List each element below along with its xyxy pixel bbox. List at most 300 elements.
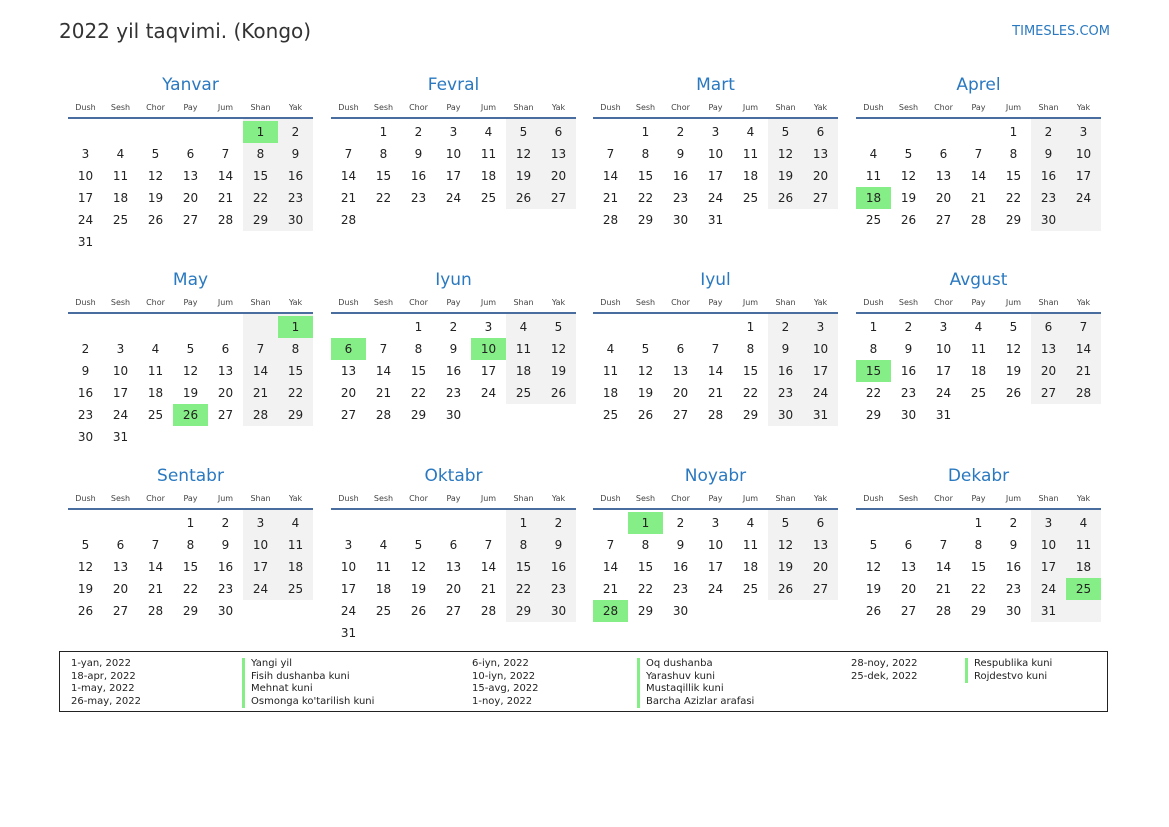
day-cell: 19 — [777, 560, 794, 574]
month-name: Oktabr — [424, 466, 483, 486]
day-cell: 28 — [252, 408, 269, 422]
day-cell: 7 — [606, 147, 615, 161]
weekday-label: Pay — [708, 103, 723, 112]
day-cell: 19 — [515, 169, 532, 183]
day-cell: 23 — [672, 191, 689, 205]
day-cell: 12 — [777, 147, 794, 161]
day-cell: 5 — [519, 125, 528, 139]
day-cell: 5 — [869, 538, 878, 552]
day-cell: 23 — [550, 582, 567, 596]
day-cell: 14 — [340, 169, 357, 183]
day-cell: 18 — [1075, 560, 1092, 574]
day-cell: 10 — [707, 147, 724, 161]
day-cell: 26 — [147, 213, 164, 227]
day-cell: 1 — [519, 516, 528, 530]
day-cell: 20 — [217, 386, 234, 400]
day-cell: 14 — [480, 560, 497, 574]
day-cell: 9 — [81, 364, 90, 378]
day-cell: 7 — [256, 342, 265, 356]
day-cell: 4 — [606, 342, 615, 356]
weekday-label: Yak — [1076, 103, 1091, 112]
day-cell: 30 — [900, 408, 917, 422]
weekday-label: Chor — [671, 103, 690, 112]
day-cell: 31 — [77, 235, 94, 249]
weekday-label: Pay — [183, 494, 198, 503]
day-cell: 6 — [554, 125, 563, 139]
day-cell: 15 — [515, 560, 532, 574]
day-cell: 24 — [252, 582, 269, 596]
holiday-day-cell: 18 — [856, 187, 891, 209]
day-cell: 2 — [904, 320, 913, 334]
day-cell: 9 — [449, 342, 458, 356]
day-cell: 9 — [676, 538, 685, 552]
weekday-label: Shan — [250, 494, 271, 503]
weekday-label: Pay — [971, 298, 986, 307]
day-cell: 13 — [1040, 342, 1057, 356]
day-cell: 5 — [151, 147, 160, 161]
day-cell: 10 — [340, 560, 357, 574]
day-cell: 19 — [777, 169, 794, 183]
weekday-label: Shan — [775, 298, 796, 307]
day-cell: 2 — [81, 342, 90, 356]
day-cell: 2 — [414, 125, 423, 139]
day-cell: 12 — [147, 169, 164, 183]
day-cell: 1 — [641, 125, 650, 139]
weekday-label: Sesh — [373, 103, 394, 112]
day-cell: 27 — [900, 604, 917, 618]
weekday-label: Yak — [551, 103, 566, 112]
day-cell: 17 — [935, 364, 952, 378]
weekday-label: Dush — [75, 103, 96, 112]
weekday-label: Dush — [338, 103, 359, 112]
weekday-label: Pay — [708, 298, 723, 307]
holiday-day-cell: 26 — [173, 404, 208, 426]
day-cell: 26 — [1005, 386, 1022, 400]
day-cell: 21 — [217, 191, 234, 205]
day-cell: 17 — [707, 560, 724, 574]
day-cell: 30 — [287, 213, 304, 227]
holiday-day-cell: 1 — [243, 121, 278, 143]
day-cell: 20 — [672, 386, 689, 400]
day-cell: 7 — [974, 147, 983, 161]
day-cell: 11 — [1075, 538, 1092, 552]
day-cell: 24 — [480, 386, 497, 400]
month-name: Yanvar — [162, 75, 219, 95]
day-cell: 17 — [1075, 169, 1092, 183]
weekday-label: Chor — [409, 494, 428, 503]
legend-date: 1-yan, 2022 — [71, 658, 131, 669]
legend-date: 25-dek, 2022 — [851, 670, 918, 682]
day-cell: 22 — [1005, 191, 1022, 205]
day-cell: 20 — [1040, 364, 1057, 378]
day-cell: 8 — [291, 342, 300, 356]
day-cell: 4 — [869, 147, 878, 161]
day-cell: 19 — [900, 191, 917, 205]
day-cell: 24 — [1040, 582, 1057, 596]
weekday-label: Dush — [75, 298, 96, 307]
day-cell: 10 — [112, 364, 129, 378]
day-cell: 27 — [550, 191, 567, 205]
day-cell: 8 — [379, 147, 388, 161]
day-cell: 4 — [519, 320, 528, 334]
day-cell: 25 — [375, 604, 392, 618]
day-cell: 8 — [746, 342, 755, 356]
day-cell: 23 — [217, 582, 234, 596]
day-cell: 4 — [1079, 516, 1088, 530]
day-cell: 24 — [77, 213, 94, 227]
day-cell: 1 — [186, 516, 195, 530]
day-cell: 24 — [1075, 191, 1092, 205]
day-cell: 27 — [812, 191, 829, 205]
day-cell: 26 — [900, 213, 917, 227]
day-cell: 22 — [375, 191, 392, 205]
day-cell: 21 — [707, 386, 724, 400]
day-cell: 25 — [742, 191, 759, 205]
weekday-label: Pay — [183, 298, 198, 307]
day-cell: 5 — [414, 538, 423, 552]
day-cell: 26 — [865, 604, 882, 618]
weekday-label: Sesh — [898, 298, 919, 307]
day-cell: 14 — [375, 364, 392, 378]
day-cell: 9 — [221, 538, 230, 552]
day-cell: 16 — [777, 364, 794, 378]
day-cell: 15 — [637, 169, 654, 183]
legend-date: 18-apr, 2022 — [71, 670, 136, 682]
day-cell: 9 — [676, 147, 685, 161]
weekday-label: Pay — [183, 103, 198, 112]
day-cell: 6 — [816, 125, 825, 139]
day-cell: 3 — [816, 320, 825, 334]
weekday-label: Sesh — [898, 103, 919, 112]
weekday-label: Shan — [775, 494, 796, 503]
day-cell: 13 — [550, 147, 567, 161]
day-cell: 28 — [1075, 386, 1092, 400]
day-cell: 11 — [147, 364, 164, 378]
day-cell: 11 — [970, 342, 987, 356]
day-cell: 16 — [672, 169, 689, 183]
day-cell: 31 — [935, 408, 952, 422]
weekday-label: Dush — [338, 494, 359, 503]
day-cell: 19 — [865, 582, 882, 596]
holiday-day-cell: 28 — [593, 600, 628, 622]
day-cell: 26 — [637, 408, 654, 422]
day-cell: 31 — [340, 626, 357, 640]
day-cell: 7 — [221, 147, 230, 161]
day-cell: 25 — [742, 582, 759, 596]
day-cell: 16 — [672, 560, 689, 574]
day-cell: 18 — [602, 386, 619, 400]
day-cell: 31 — [1040, 604, 1057, 618]
weekday-label: Pay — [446, 103, 461, 112]
day-cell: 25 — [147, 408, 164, 422]
day-cell: 25 — [515, 386, 532, 400]
day-cell: 14 — [147, 560, 164, 574]
day-cell: 23 — [410, 191, 427, 205]
day-cell: 25 — [287, 582, 304, 596]
day-cell: 14 — [602, 560, 619, 574]
day-cell: 6 — [221, 342, 230, 356]
day-cell: 3 — [939, 320, 948, 334]
day-cell: 2 — [1044, 125, 1053, 139]
day-cell: 3 — [449, 125, 458, 139]
day-cell: 13 — [217, 364, 234, 378]
holiday-day-cell: 25 — [1066, 578, 1101, 600]
day-cell: 29 — [637, 604, 654, 618]
day-cell: 29 — [252, 213, 269, 227]
day-cell: 30 — [1040, 213, 1057, 227]
day-cell: 16 — [1005, 560, 1022, 574]
weekday-label: Shan — [513, 494, 534, 503]
weekday-label: Shan — [1038, 103, 1059, 112]
day-cell: 22 — [742, 386, 759, 400]
legend-date: 1-may, 2022 — [71, 683, 135, 694]
day-cell: 20 — [550, 169, 567, 183]
day-cell: 31 — [707, 213, 724, 227]
day-cell: 18 — [147, 386, 164, 400]
day-cell: 16 — [550, 560, 567, 574]
weekday-label: Dush — [600, 298, 621, 307]
day-cell: 4 — [291, 516, 300, 530]
day-cell: 21 — [340, 191, 357, 205]
weekday-label: Sesh — [898, 494, 919, 503]
weekday-label: Sesh — [635, 298, 656, 307]
legend-holiday-name: Rojdestvo kuni — [965, 671, 1047, 684]
weekday-label: Jum — [480, 494, 497, 503]
day-cell: 22 — [287, 386, 304, 400]
day-cell: 10 — [445, 147, 462, 161]
day-cell: 10 — [935, 342, 952, 356]
day-cell: 26 — [777, 191, 794, 205]
day-cell: 2 — [291, 125, 300, 139]
weekday-label: Yak — [551, 494, 566, 503]
weekday-label: Jum — [217, 103, 234, 112]
day-cell: 5 — [186, 342, 195, 356]
day-cell: 10 — [707, 538, 724, 552]
weekday-label: Chor — [409, 298, 428, 307]
day-cell: 1 — [1009, 125, 1018, 139]
day-cell: 30 — [77, 430, 94, 444]
day-cell: 9 — [291, 147, 300, 161]
day-cell: 23 — [672, 582, 689, 596]
weekday-label: Dush — [75, 494, 96, 503]
day-cell: 23 — [77, 408, 94, 422]
day-cell: 14 — [970, 169, 987, 183]
day-cell: 19 — [147, 191, 164, 205]
day-cell: 2 — [1009, 516, 1018, 530]
day-cell: 8 — [641, 538, 650, 552]
day-cell: 14 — [252, 364, 269, 378]
day-cell: 18 — [515, 364, 532, 378]
day-cell: 4 — [484, 125, 493, 139]
legend-holiday-name: Yangi yil — [242, 658, 292, 671]
day-cell: 11 — [742, 147, 759, 161]
day-cell: 12 — [777, 538, 794, 552]
day-cell: 20 — [112, 582, 129, 596]
weekday-label: Sesh — [635, 494, 656, 503]
day-cell: 3 — [116, 342, 125, 356]
weekday-label: Jum — [742, 103, 759, 112]
weekday-label: Pay — [971, 103, 986, 112]
page-title: 2022 yil taqvimi. (Kongo) — [59, 19, 312, 43]
holiday-day-cell: 15 — [856, 360, 891, 382]
day-cell: 31 — [112, 430, 129, 444]
day-cell: 9 — [1044, 147, 1053, 161]
day-cell: 13 — [935, 169, 952, 183]
legend-holiday-name: Barcha Azizlar arafasi — [637, 696, 754, 709]
month-name: May — [172, 270, 209, 290]
holiday-day-cell: 1 — [628, 512, 663, 534]
day-cell: 19 — [77, 582, 94, 596]
day-cell: 23 — [900, 386, 917, 400]
day-cell: 30 — [217, 604, 234, 618]
day-cell: 7 — [484, 538, 493, 552]
weekday-label: Shan — [250, 298, 271, 307]
day-cell: 13 — [182, 169, 199, 183]
day-cell: 26 — [777, 582, 794, 596]
legend-holiday-name: Respublika kuni — [965, 658, 1052, 671]
day-cell: 5 — [781, 516, 790, 530]
day-cell: 22 — [637, 582, 654, 596]
day-cell: 17 — [445, 169, 462, 183]
weekday-label: Sesh — [110, 298, 131, 307]
day-cell: 6 — [1044, 320, 1053, 334]
weekday-label: Jum — [217, 494, 234, 503]
weekday-label: Dush — [863, 494, 884, 503]
day-cell: 15 — [182, 560, 199, 574]
day-cell: 27 — [217, 408, 234, 422]
legend-holiday-name: Mustaqillik kuni — [637, 683, 724, 696]
weekday-label: Shan — [250, 103, 271, 112]
weekday-label: Shan — [513, 298, 534, 307]
month-name: Fevral — [427, 75, 480, 95]
day-cell: 15 — [742, 364, 759, 378]
day-cell: 1 — [414, 320, 423, 334]
day-cell: 13 — [900, 560, 917, 574]
weekday-label: Dush — [600, 103, 621, 112]
day-cell: 25 — [112, 213, 129, 227]
weekday-label: Chor — [934, 494, 953, 503]
month-name: Sentabr — [157, 466, 224, 486]
legend-holiday-name: Oq dushanba — [637, 658, 713, 671]
day-cell: 21 — [602, 191, 619, 205]
day-cell: 9 — [904, 342, 913, 356]
day-cell: 29 — [515, 604, 532, 618]
day-cell: 12 — [550, 342, 567, 356]
day-cell: 14 — [935, 560, 952, 574]
day-cell: 21 — [252, 386, 269, 400]
day-cell: 30 — [550, 604, 567, 618]
weekday-label: Jum — [742, 298, 759, 307]
day-cell: 13 — [340, 364, 357, 378]
day-cell: 18 — [970, 364, 987, 378]
day-cell: 6 — [186, 147, 195, 161]
legend-date: 10-iyn, 2022 — [472, 670, 536, 682]
day-cell: 14 — [707, 364, 724, 378]
day-cell: 23 — [287, 191, 304, 205]
weekday-label: Yak — [551, 298, 566, 307]
day-cell: 27 — [1040, 386, 1057, 400]
day-cell: 21 — [602, 582, 619, 596]
day-cell: 13 — [672, 364, 689, 378]
day-cell: 24 — [445, 191, 462, 205]
day-cell: 4 — [151, 342, 160, 356]
site-link[interactable]: TIMESLES.COM — [1012, 24, 1110, 39]
day-cell: 10 — [812, 342, 829, 356]
weekday-label: Sesh — [110, 103, 131, 112]
weekday-label: Pay — [446, 494, 461, 503]
day-cell: 28 — [340, 213, 357, 227]
legend-holiday-name: Fisih dushanba kuni — [242, 671, 350, 684]
day-cell: 27 — [112, 604, 129, 618]
legend-date: 1-noy, 2022 — [472, 695, 533, 707]
day-cell: 23 — [1040, 191, 1057, 205]
day-cell: 1 — [746, 320, 755, 334]
day-cell: 27 — [340, 408, 357, 422]
weekday-label: Sesh — [373, 494, 394, 503]
day-cell: 3 — [1079, 125, 1088, 139]
weekday-label: Dush — [600, 494, 621, 503]
day-cell: 2 — [449, 320, 458, 334]
day-cell: 29 — [410, 408, 427, 422]
day-cell: 12 — [182, 364, 199, 378]
day-cell: 4 — [116, 147, 125, 161]
day-cell: 23 — [777, 386, 794, 400]
day-cell: 24 — [340, 604, 357, 618]
day-cell: 6 — [904, 538, 913, 552]
day-cell: 12 — [77, 560, 94, 574]
day-cell: 11 — [602, 364, 619, 378]
day-cell: 21 — [935, 582, 952, 596]
day-cell: 1 — [974, 516, 983, 530]
day-cell: 22 — [410, 386, 427, 400]
day-cell: 17 — [480, 364, 497, 378]
day-cell: 16 — [217, 560, 234, 574]
weekday-label: Yak — [813, 494, 828, 503]
day-cell: 29 — [970, 604, 987, 618]
day-cell: 29 — [287, 408, 304, 422]
day-cell: 24 — [707, 191, 724, 205]
legend-holiday-name: Mehnat kuni — [242, 683, 313, 696]
day-cell: 15 — [252, 169, 269, 183]
weekday-label: Dush — [863, 298, 884, 307]
day-cell: 16 — [77, 386, 94, 400]
day-cell: 25 — [480, 191, 497, 205]
day-cell: 24 — [935, 386, 952, 400]
day-cell: 8 — [1009, 147, 1018, 161]
day-cell: 24 — [707, 582, 724, 596]
day-cell: 14 — [1075, 342, 1092, 356]
day-cell: 11 — [742, 538, 759, 552]
weekday-label: Chor — [934, 298, 953, 307]
day-cell: 28 — [707, 408, 724, 422]
day-cell: 19 — [1005, 364, 1022, 378]
month-name: Aprel — [956, 75, 1001, 95]
day-cell: 22 — [182, 582, 199, 596]
day-cell: 29 — [637, 213, 654, 227]
legend-date: 15-avg, 2022 — [472, 683, 539, 694]
day-cell: 6 — [676, 342, 685, 356]
day-cell: 15 — [287, 364, 304, 378]
day-cell: 27 — [812, 582, 829, 596]
weekday-label: Shan — [1038, 494, 1059, 503]
day-cell: 22 — [515, 582, 532, 596]
day-cell: 17 — [112, 386, 129, 400]
day-cell: 19 — [410, 582, 427, 596]
day-cell: 3 — [256, 516, 265, 530]
day-cell: 12 — [865, 560, 882, 574]
day-cell: 3 — [711, 516, 720, 530]
weekday-label: Jum — [217, 298, 234, 307]
